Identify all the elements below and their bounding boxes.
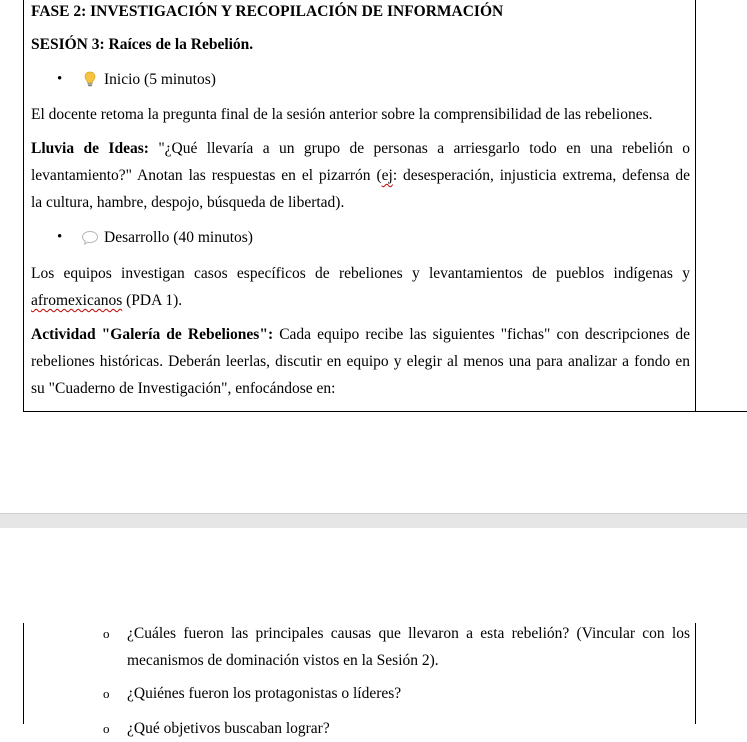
table-border-middle [695, 0, 696, 412]
question-line-2: mecanismos de dominación vistos en la Sesión 2). [127, 652, 439, 669]
lightbulb-icon [81, 70, 99, 88]
equipos-line-1: Los equipos investigan casos específicos de rebeliones y levantamientos de pueblos indígenas y [31, 265, 690, 282]
actividad-line-3: su "Cuaderno de Investigación", enfocándose en: [31, 380, 336, 397]
session-title: SESIÓN 3: Raíces de la Rebelión. [31, 36, 254, 53]
spellcheck-word[interactable]: afromexicanos [31, 292, 123, 309]
desarrollo-list-item [31, 224, 690, 251]
lluvia-line-2: levantamiento?" Anotan las respuestas en el pizarrón (ej: desesperación, injusticia extrema, defensa de [31, 167, 690, 184]
lluvia-line-1: Lluvia de Ideas: "¿Qué llevaría a un grupo de personas a arriesgarlo todo en una rebelión o [31, 140, 691, 157]
question-line-1: ¿Cuáles fueron las principales causas que llevaron a esta rebelión? (Vincular con los [127, 625, 690, 642]
page-break-gap [0, 513, 747, 529]
desarrollo-label: Desarrollo (40 minutos) [104, 229, 253, 246]
circle-bullet-marker: o [103, 721, 110, 736]
phase-title: FASE 2: INVESTIGACIÓN Y RECOPILACIÓN DE INFORMACIÓN [31, 3, 504, 20]
question-line-1: ¿Qué objetivos buscaban lograr? [127, 720, 330, 737]
table-border-left [23, 0, 24, 412]
bullet-marker: • [57, 229, 63, 245]
lluvia-label: Lluvia de Ideas: [31, 140, 149, 157]
inicio-label: Inicio (5 minutos) [104, 71, 216, 88]
table-border-left [23, 623, 24, 724]
docente-paragraph: El docente retoma la pregunta final de la sesión anterior sobre la comprensibilidad de las rebeliones. [31, 106, 653, 123]
document-page-2 [0, 528, 747, 737]
circle-bullet-marker: o [103, 626, 110, 641]
table-border-bottom [23, 411, 747, 412]
speech-bubble-icon [81, 229, 99, 247]
question-line-1: ¿Quiénes fueron los protagonistas o líderes? [127, 685, 402, 702]
actividad-line-1: Actividad "Galería de Rebeliones": Cada equipo recibe las siguientes "fichas" con descripciones de [31, 326, 690, 343]
lluvia-line-3: la cultura, hambre, despojo, búsqueda de libertad). [31, 194, 345, 211]
circle-bullet-marker: o [103, 686, 110, 701]
equipos-line-2: afromexicanos (PDA 1). [31, 292, 183, 309]
actividad-line-2: rebeliones históricas. Deberán leerlas, discutir en equipo y elegir al menos una para analizar a fondo en [31, 353, 690, 370]
actividad-label: Actividad "Galería de Rebeliones": [31, 326, 274, 343]
inicio-list-item [31, 66, 690, 93]
spellcheck-word[interactable]: ej [381, 167, 393, 184]
table-border-middle [695, 623, 696, 724]
bullet-marker: • [57, 71, 63, 87]
